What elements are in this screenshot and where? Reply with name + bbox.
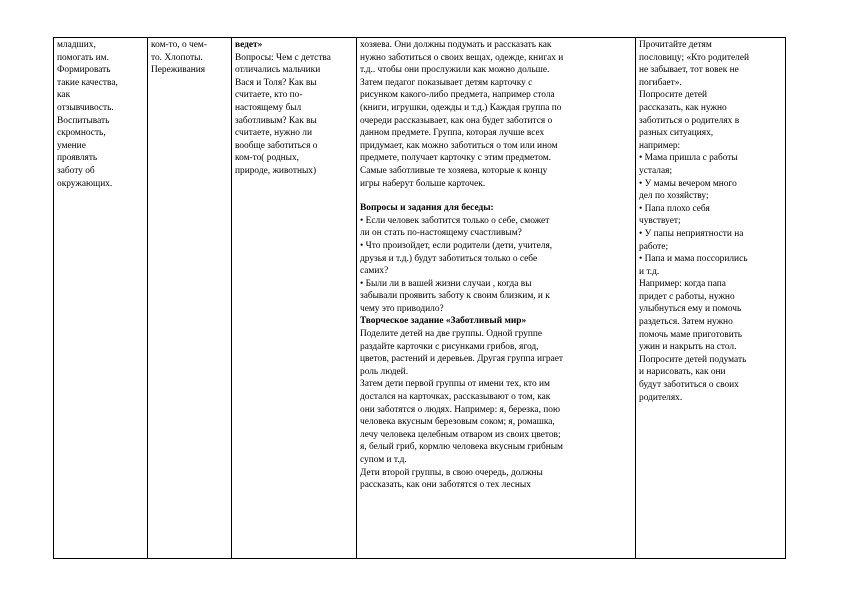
text-line: отличались мальчики (235, 65, 321, 76)
text-line: рассказать, как нужно (639, 102, 727, 113)
text-line: раздайте карточки с рисунками грибов, ягод, (360, 341, 539, 352)
text-line: раздеться. Затем нужно (639, 317, 733, 328)
text-line: Поделите детей на две группы. Одной группе (360, 329, 543, 340)
text-line: настоящему был (235, 102, 302, 113)
text-line: как (57, 90, 71, 101)
text-line: роль людей. (360, 366, 409, 377)
text-line: вообще заботиться о (235, 140, 318, 151)
text-line: нужно заботиться о своих вещах, одежде, книгах и (360, 52, 564, 63)
text-line: погибает». (639, 77, 682, 88)
activity-cell (357, 38, 636, 559)
text-line: работе; (639, 241, 669, 252)
text-line: Попросите детей (639, 90, 708, 101)
text-line: и т.д. (639, 266, 660, 277)
vocabulary-cell (148, 38, 232, 559)
text-line: помогать им. (57, 52, 109, 63)
text-line: ужин и накрыть на стол. (639, 342, 737, 353)
text-line: игры наберут больше карточек. (360, 178, 486, 189)
text-line: (книги, игрушки, одежды и т.д.) Каждая группа по (360, 102, 562, 113)
table-row (54, 38, 786, 559)
questions-heading: Вопросы и задания для беседы: (360, 203, 494, 214)
text-line: заботиться о родителях в (639, 115, 740, 126)
text-line: Формировать (57, 65, 111, 76)
text-line: придумает, как можно заботиться о том или ином (360, 140, 558, 151)
text-line: достался на карточках, рассказывают о том, как (360, 392, 551, 403)
text-line: будут заботиться о своих (639, 380, 739, 391)
text-line: • Папа плохо себя (639, 203, 710, 214)
text-line: проявлять (57, 153, 98, 164)
parents-task-text (639, 39, 782, 404)
text-line: Попросите детей подумать (639, 354, 747, 365)
text-line: чему это приводило? (360, 303, 444, 314)
text-line: друзья и т.д.) будут заботиться только о себе (360, 253, 538, 264)
text-line: они заботятся о людях. Например: я, березка, пою (360, 404, 560, 415)
text-line: Дети второй группы, в свою очередь, должны (360, 467, 543, 478)
creative-task-heading: Творческое задание «Заботливый мир» (360, 316, 527, 327)
text-line: лечу человека целебным отваром из своих цветов; (360, 429, 561, 440)
text-line: • У папы неприятности на (639, 228, 744, 239)
text-line: окружающих. (57, 178, 113, 189)
text-line: ли он стать по-настоящему счастливым? (360, 228, 522, 239)
text-line: младших, (57, 40, 96, 50)
game-description-text (360, 39, 632, 190)
questions-list (360, 215, 632, 316)
text-line: данном предмете. Группа, которая лучше всех (360, 128, 545, 139)
vocabulary-text (151, 39, 228, 77)
text-line: заботливым? Как вы (235, 115, 317, 126)
text-line: умение (57, 140, 86, 151)
text-line: и нарисовать, как они (639, 367, 726, 378)
lesson-plan-table (53, 37, 786, 559)
text-line: • Если человек заботится только о себе, сможет (360, 215, 550, 226)
text-line: Вопросы: Чем с детства (235, 52, 331, 63)
text-line: рисунком какого-либо предмета, например стола (360, 90, 555, 101)
text-line: • У мамы вечером много (639, 178, 737, 189)
text-line: природе, животных) (235, 165, 317, 176)
text-line: хозяева. Они должны подумать и рассказать как (360, 40, 552, 50)
text-line: дел по хозяйству; (639, 191, 709, 202)
text-line: помочь маме приготовить (639, 329, 743, 340)
text-line: цветов, растений и деревьев. Другая группа играет (360, 354, 564, 365)
text-line: чувствует; (639, 216, 681, 227)
goals-cell (54, 38, 148, 559)
text-line: • Что произойдет, если родители (дети, учителя, (360, 240, 553, 251)
text-line: разных ситуациях, (639, 128, 714, 139)
text-line: Самые заботливые те хозяева, которые к концу (360, 165, 548, 176)
goals-text (57, 39, 144, 190)
text-line: Например: когда папа (639, 279, 726, 290)
text-line: очереди рассказывает, как она будет заботится о (360, 115, 553, 126)
text-line: т.д.. чтобы они прослужили как можно дольше. (360, 65, 550, 76)
text-line: такие качества, (57, 77, 118, 88)
text-line: родителях. (639, 392, 683, 403)
text-line: то. Хлопоты. (151, 52, 203, 63)
text-line: улыбнуться ему и помочь (639, 304, 742, 315)
text-line: рассказать, как они заботятся о тех лесных (360, 480, 531, 491)
text-line: усталая; (639, 165, 673, 176)
text-line: Затем педагог показывает детям карточку с (360, 77, 533, 88)
story-questions-text (235, 52, 353, 178)
text-line: Прочитайте детям (639, 40, 712, 50)
text-line: Переживания (151, 65, 206, 76)
text-line: забывали проявить заботу к своим близким, и к (360, 291, 550, 302)
questions-cell (232, 38, 357, 559)
text-line: • Мама пришла с работы (639, 153, 738, 164)
text-line: не забывает, тот вовек не (639, 65, 739, 76)
text-line: придет с работы, нужно (639, 291, 735, 302)
text-line: Затем дети первой группы от имени тех, кто им (360, 379, 550, 390)
text-line: я, белый гриб, кормлю человека вкусным грибным (360, 442, 563, 453)
cell-heading: ведет» (235, 40, 263, 50)
text-line: скромность, (57, 128, 106, 139)
homework-cell (636, 38, 786, 559)
text-line: пословицу; «Кто родителей (639, 52, 750, 63)
text-line: ком-то( родных, (235, 153, 299, 164)
text-line: считаете, нужно ли (235, 128, 312, 139)
text-line: отзывчивость. (57, 102, 114, 113)
text-line: человека вкусным березовым соком; я, ромашка, (360, 417, 555, 428)
text-line: Вася и Толя? Как вы (235, 77, 317, 88)
text-line: ком-то, о чем- (151, 40, 207, 50)
text-line: супом и т.д. (360, 455, 407, 465)
text-line: самих? (360, 266, 389, 277)
text-line: предмете, получает карточку с этим предметом. (360, 153, 551, 164)
text-line: считаете, кто по- (235, 90, 303, 101)
text-line: заботу об (57, 165, 95, 176)
creative-task-text (360, 328, 632, 492)
text-line: • Были ли в вашей жизни случаи , когда вы (360, 278, 532, 289)
text-line: например: (639, 140, 681, 151)
text-line: Воспитывать (57, 115, 110, 126)
text-line: • Папа и мама поссорились (639, 254, 748, 265)
